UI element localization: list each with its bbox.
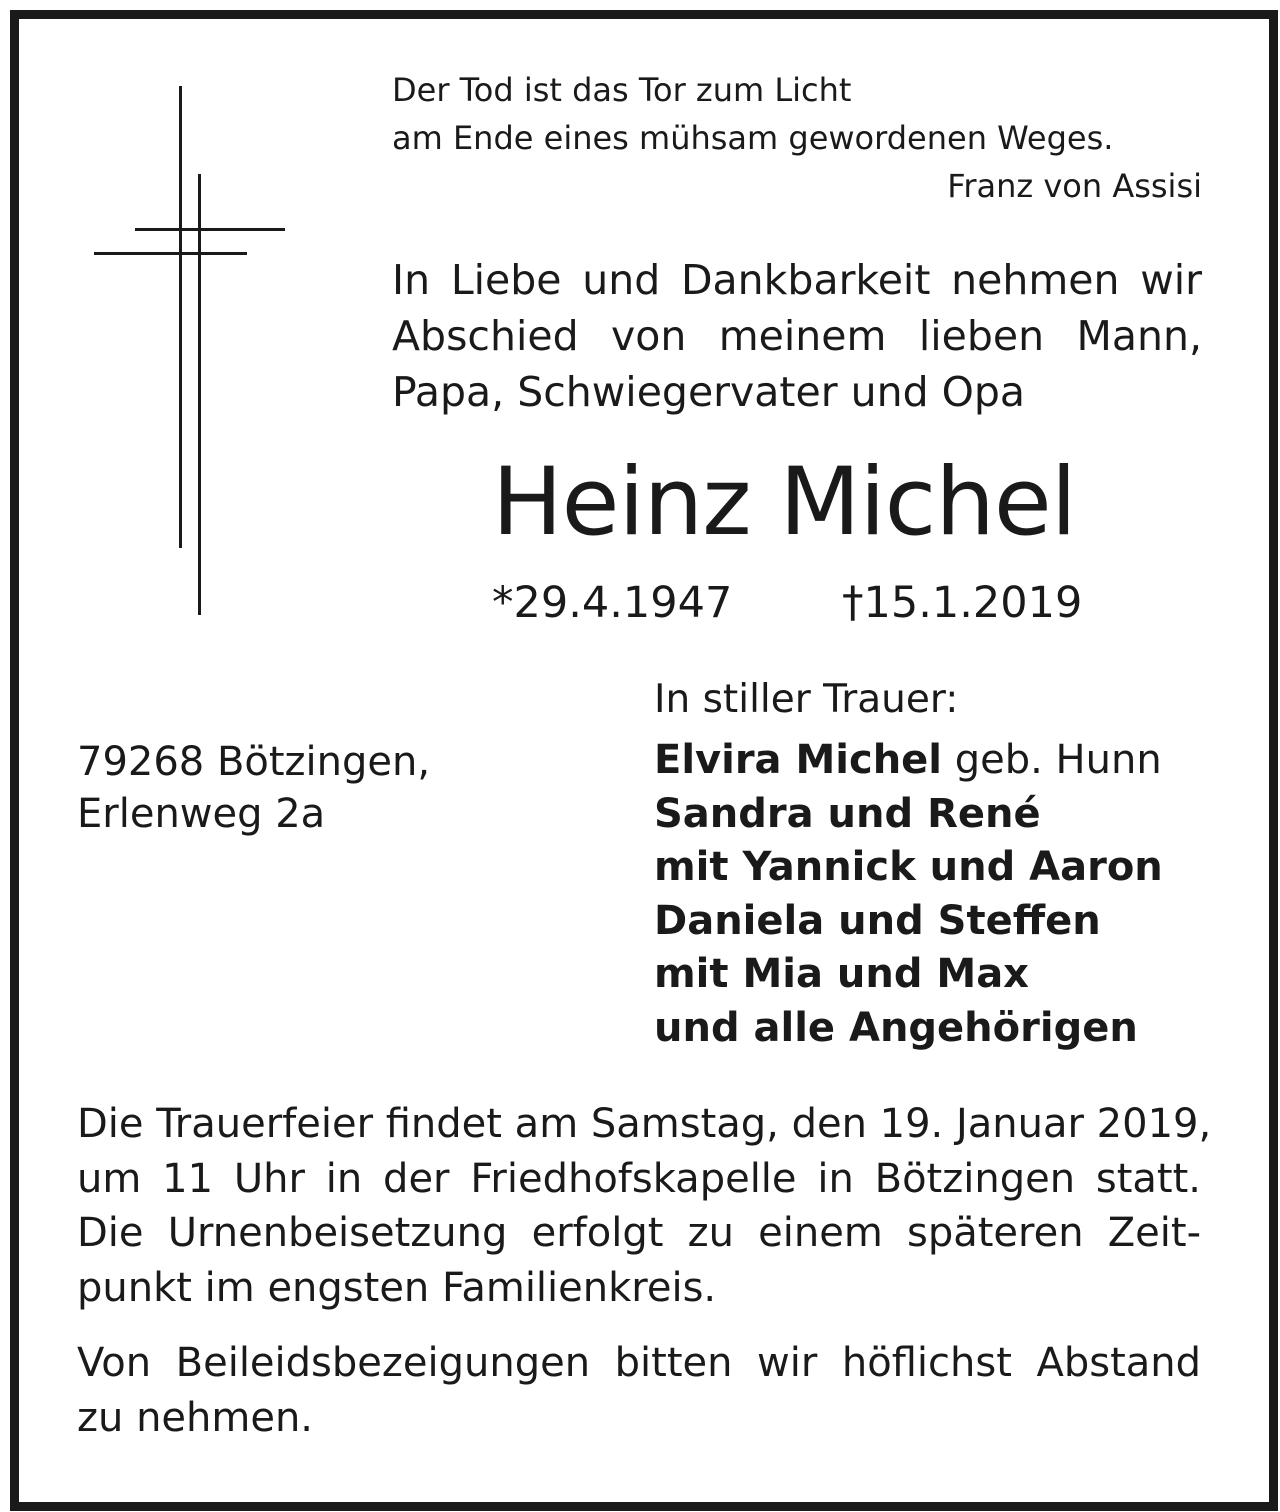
ceremony-line: punkt im engsten Familienkreis.: [77, 1264, 717, 1311]
intro-line: In Liebe und Dankbarkeit nehmen wir: [392, 256, 1202, 304]
mourner-row: Daniela und Steffen: [654, 897, 1101, 944]
mourner-row: mit Yannick und Aaron: [654, 844, 1163, 890]
quote-line: Der Tod ist das Tor zum Licht: [392, 71, 852, 109]
ceremony-line: Die Urnenbeisetzung erfolgt zu einem späteren Zeit-: [77, 1210, 1201, 1256]
opening-quote: [392, 66, 1202, 210]
mourning-label: In stiller Trauer:: [654, 677, 959, 722]
widow-maiden-name: geb. Hunn: [942, 737, 1162, 783]
funeral-ceremony-notice: [77, 1097, 1212, 1315]
intro-line: Papa, Schwiegervater und Opa: [392, 368, 1026, 416]
address-line: 79268 Bötzingen,: [77, 739, 431, 785]
condolence-request: [77, 1336, 1201, 1445]
quote-line: am Ende eines mühsam gewordenen Weges.: [392, 119, 1114, 157]
closing-line: zu nehmen.: [77, 1394, 314, 1441]
birth-date: *29.4.1947: [492, 578, 733, 628]
address-line: Erlenweg 2a: [77, 791, 326, 837]
death-date: †15.1.2019: [842, 578, 1083, 628]
life-dates: [492, 576, 1082, 630]
mourner-row: [654, 734, 1163, 788]
mourner-row: und alle Angehörigen: [654, 1004, 1138, 1051]
mourners-list: [654, 734, 1163, 1055]
ceremony-line: Die Trauerfeier findet am Samstag, den 19. Januar 2019,: [77, 1101, 1212, 1147]
mourner-row: mit Mia und Max: [654, 951, 1029, 997]
farewell-intro: [392, 252, 1202, 420]
ceremony-line: um 11 Uhr in der Friedhofskapelle in Bötzingen statt.: [77, 1155, 1201, 1202]
intro-line: Abschied von meinem lieben Mann,: [392, 312, 1202, 360]
widow-name: Elvira Michel: [654, 737, 943, 783]
family-address: [77, 736, 430, 840]
closing-line: Von Beileidsbezeigungen bitten wir höflichst Abstand: [77, 1340, 1201, 1386]
quote-author: Franz von Assisi: [947, 167, 1202, 205]
deceased-name: Heinz Michel: [492, 448, 1076, 557]
mourner-row: Sandra und René: [654, 790, 1041, 837]
